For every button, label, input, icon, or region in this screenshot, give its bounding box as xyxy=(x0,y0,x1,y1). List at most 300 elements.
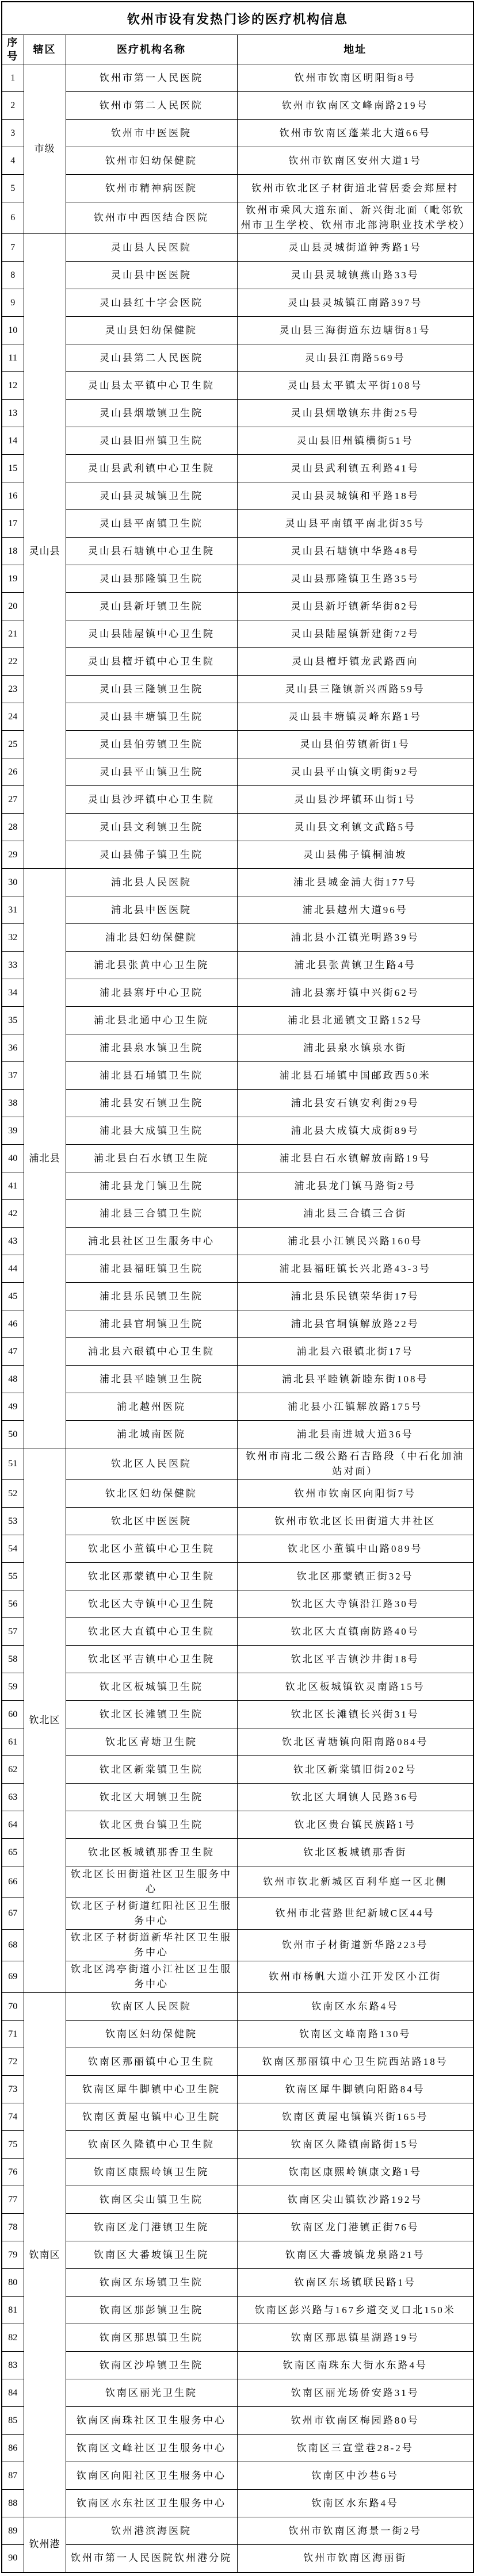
row-number: 89 xyxy=(2,2517,24,2545)
table-row xyxy=(2,455,474,482)
row-number: 25 xyxy=(2,731,24,758)
institution-name-cell: 浦北县人民医院 xyxy=(66,869,237,896)
table-row xyxy=(2,2517,474,2545)
address-cell: 钦南区黄屋屯镇镇兴街165号 xyxy=(237,2103,474,2131)
row-number: 14 xyxy=(2,427,24,455)
address-cell: 钦南区三宣堂巷28-2号 xyxy=(237,2435,474,2462)
row-number: 1 xyxy=(2,64,24,92)
row-number: 68 xyxy=(2,1930,24,1961)
table-head xyxy=(2,2,474,64)
row-number: 61 xyxy=(2,1728,24,1756)
district-cell: 浦北县 xyxy=(24,869,66,1448)
institution-name-cell: 灵山县檀圩镇中心卫生院 xyxy=(66,648,237,676)
institution-name-cell: 灵山县那隆镇卫生院 xyxy=(66,565,237,593)
address-cell: 灵山县丰塘镇灵峰东路1号 xyxy=(237,703,474,731)
institution-name-cell: 钦州市第一人民医院 xyxy=(66,64,237,92)
address-cell: 钦南区尖山镇钦沙路192号 xyxy=(237,2186,474,2214)
institution-name-cell: 钦南区沙埠镇卫生院 xyxy=(66,2352,237,2379)
row-number: 16 xyxy=(2,482,24,510)
table-row xyxy=(2,758,474,786)
institution-name-cell: 浦北越州医院 xyxy=(66,1393,237,1421)
row-number: 56 xyxy=(2,1590,24,1618)
row-number: 2 xyxy=(2,92,24,120)
table-row xyxy=(2,289,474,317)
address-cell: 浦北县南进城大道36号 xyxy=(237,1421,474,1448)
table-row xyxy=(2,372,474,400)
row-number: 15 xyxy=(2,455,24,482)
address-cell: 钦南区那思镇星湖路19号 xyxy=(237,2324,474,2352)
address-cell: 钦南区那丽镇中心卫生院西站路18号 xyxy=(237,2048,474,2076)
table-row xyxy=(2,1646,474,1673)
column-header-serial: 序号 xyxy=(2,35,24,64)
address-cell: 钦州市钦南区海丽街 xyxy=(237,2545,474,2573)
address-cell: 钦州市钦南区梅园路80号 xyxy=(237,2407,474,2435)
row-number: 59 xyxy=(2,1673,24,1701)
table-row xyxy=(2,1839,474,1866)
institution-name-cell: 灵山县第二人民医院 xyxy=(66,344,237,372)
table-row xyxy=(2,1756,474,1784)
row-number: 43 xyxy=(2,1228,24,1255)
institution-name-cell: 钦南区那思镇卫生院 xyxy=(66,2324,237,2352)
institution-name-cell: 浦北县安石镇卫生院 xyxy=(66,1090,237,1117)
address-cell: 浦北县城金浦大街177号 xyxy=(237,869,474,896)
institution-name-cell: 钦南区丽光卫生院 xyxy=(66,2379,237,2407)
row-number: 11 xyxy=(2,344,24,372)
table-row xyxy=(2,510,474,538)
institution-name-cell: 钦南区文峰社区卫生服务中心 xyxy=(66,2435,237,2462)
row-number: 3 xyxy=(2,120,24,147)
address-cell: 钦北区大垌镇人民路36号 xyxy=(237,1784,474,1811)
address-cell: 钦北区贵台镇民族路1号 xyxy=(237,1811,474,1839)
row-number: 84 xyxy=(2,2379,24,2407)
row-number: 33 xyxy=(2,952,24,979)
address-cell: 灵山县三隆镇新兴西路59号 xyxy=(237,676,474,703)
address-cell: 灵山县灵城镇江南路397号 xyxy=(237,289,474,317)
institution-name-cell: 钦北区人民医院 xyxy=(66,1448,237,1480)
institution-name-cell: 钦北区青塘卫生院 xyxy=(66,1728,237,1756)
address-cell: 浦北县小江镇解放路175号 xyxy=(237,1393,474,1421)
table-row xyxy=(2,1228,474,1255)
table-row xyxy=(2,924,474,952)
address-cell: 浦北县六硍镇北街17号 xyxy=(237,1338,474,1366)
row-number: 51 xyxy=(2,1448,24,1480)
institution-name-cell: 钦北区妇幼保健院 xyxy=(66,1480,237,1508)
institution-name-cell: 钦南区黄屋屯镇中心卫生院 xyxy=(66,2103,237,2131)
table-row xyxy=(2,676,474,703)
row-number: 20 xyxy=(2,593,24,620)
address-cell: 钦北区板城镇那香街 xyxy=(237,1839,474,1866)
row-number: 4 xyxy=(2,147,24,175)
institution-name-cell: 钦北区中医医院 xyxy=(66,1508,237,1535)
table-row xyxy=(2,1784,474,1811)
table-row xyxy=(2,2131,474,2159)
institution-name-cell: 浦北县中医医院 xyxy=(66,896,237,924)
institution-name-cell: 钦州港滨海医院 xyxy=(66,2517,237,2545)
row-number: 24 xyxy=(2,703,24,731)
institution-name-cell: 浦北县龙门镇卫生院 xyxy=(66,1172,237,1200)
table-row xyxy=(2,1535,474,1563)
row-number: 36 xyxy=(2,1034,24,1062)
address-cell: 钦南区大番坡镇龙泉路21号 xyxy=(237,2241,474,2269)
institution-name-cell: 钦南区大番坡镇卫生院 xyxy=(66,2241,237,2269)
address-cell: 灵山县石塘镇中华路48号 xyxy=(237,538,474,565)
table-row xyxy=(2,2490,474,2517)
address-cell: 钦南区中沙巷6号 xyxy=(237,2462,474,2490)
institution-name-cell: 灵山县陆屋镇中心卫生院 xyxy=(66,620,237,648)
column-header-district: 辖区 xyxy=(24,35,66,64)
address-cell: 钦南区丽光场侨安路31号 xyxy=(237,2379,474,2407)
address-cell: 钦州市钦南区安州大道1号 xyxy=(237,147,474,175)
table-row xyxy=(2,2324,474,2352)
address-cell: 灵山县灵城镇燕山路33号 xyxy=(237,262,474,289)
row-number: 22 xyxy=(2,648,24,676)
address-cell: 钦南区水东路4号 xyxy=(237,2490,474,2517)
table-row xyxy=(2,2407,474,2435)
row-number: 83 xyxy=(2,2352,24,2379)
table-row xyxy=(2,1421,474,1448)
institution-name-cell: 钦南区南珠社区卫生服务中心 xyxy=(66,2407,237,2435)
row-number: 45 xyxy=(2,1283,24,1310)
address-cell: 灵山县太平镇太平街108号 xyxy=(237,372,474,400)
column-header-address: 地址 xyxy=(237,35,474,64)
row-number: 71 xyxy=(2,2021,24,2048)
institution-name-cell: 灵山县太平镇中心卫生院 xyxy=(66,372,237,400)
header-row xyxy=(2,35,474,64)
row-number: 7 xyxy=(2,234,24,262)
address-cell: 灵山县那隆镇卫生路35号 xyxy=(237,565,474,593)
address-cell: 浦北县白石水镇解放南路19号 xyxy=(237,1145,474,1172)
table-row xyxy=(2,202,474,234)
table-row xyxy=(2,979,474,1007)
address-cell: 钦南区东场镇联民路1号 xyxy=(237,2269,474,2297)
table-row xyxy=(2,1393,474,1421)
table-row xyxy=(2,2021,474,2048)
address-cell: 浦北县三合镇三合街 xyxy=(237,1200,474,1228)
table-row xyxy=(2,1480,474,1508)
address-cell: 灵山县新圩镇新华街82号 xyxy=(237,593,474,620)
institution-name-cell: 钦北区子材街道新华社区卫生服务中心 xyxy=(66,1930,237,1961)
row-number: 57 xyxy=(2,1618,24,1646)
institution-name-cell: 灵山县人民医院 xyxy=(66,234,237,262)
table-row xyxy=(2,1673,474,1701)
table-row xyxy=(2,2159,474,2186)
row-number: 34 xyxy=(2,979,24,1007)
table-row xyxy=(2,2435,474,2462)
address-cell: 钦州市杨帆大道小江开发区小江街 xyxy=(237,1961,474,1993)
table-row xyxy=(2,869,474,896)
row-number: 5 xyxy=(2,175,24,202)
row-number: 30 xyxy=(2,869,24,896)
row-number: 46 xyxy=(2,1310,24,1338)
row-number: 82 xyxy=(2,2324,24,2352)
institution-name-cell: 浦北县福旺镇卫生院 xyxy=(66,1255,237,1283)
district-cell: 市级 xyxy=(24,64,66,234)
institution-name-cell: 浦北县寨圩中心卫院 xyxy=(66,979,237,1007)
address-cell: 灵山县陆屋镇新建街72号 xyxy=(237,620,474,648)
table-row xyxy=(2,565,474,593)
institution-name-cell: 浦北县大成镇卫生院 xyxy=(66,1117,237,1145)
table-row xyxy=(2,1508,474,1535)
table-row xyxy=(2,1961,474,1993)
address-cell: 钦州市钦北新城区百利华庭一区北侧 xyxy=(237,1866,474,1898)
table-row xyxy=(2,1448,474,1480)
table-row xyxy=(2,1728,474,1756)
institution-name-cell: 灵山县石塘镇中心卫生院 xyxy=(66,538,237,565)
address-cell: 钦州市北营路世纪新城C区44号 xyxy=(237,1898,474,1930)
table-row xyxy=(2,1590,474,1618)
institution-name-cell: 浦北县白石水镇卫生院 xyxy=(66,1145,237,1172)
row-number: 9 xyxy=(2,289,24,317)
address-cell: 灵山县檀圩镇龙武路西向 xyxy=(237,648,474,676)
institution-name-cell: 钦南区水东社区卫生服务中心 xyxy=(66,2490,237,2517)
institution-name-cell: 灵山县丰塘镇卫生院 xyxy=(66,703,237,731)
fever-clinic-table xyxy=(1,1,474,2573)
table-row xyxy=(2,1993,474,2021)
address-cell: 浦北县小江镇光明路39号 xyxy=(237,924,474,952)
address-cell: 灵山县三海街道东边塘街81号 xyxy=(237,317,474,344)
address-cell: 钦南区龙门港镇正街76号 xyxy=(237,2214,474,2241)
table-row xyxy=(2,2545,474,2573)
row-number: 58 xyxy=(2,1646,24,1673)
institution-name-cell: 浦北县泉水镇卫生院 xyxy=(66,1034,237,1062)
table-row xyxy=(2,1007,474,1034)
table-row xyxy=(2,1310,474,1338)
row-number: 48 xyxy=(2,1366,24,1393)
row-number: 39 xyxy=(2,1117,24,1145)
institution-name-cell: 钦南区尖山镇卫生院 xyxy=(66,2186,237,2214)
institution-name-cell: 灵山县平南镇卫生院 xyxy=(66,510,237,538)
table-row xyxy=(2,482,474,510)
row-number: 69 xyxy=(2,1961,24,1993)
row-number: 12 xyxy=(2,372,24,400)
table-row xyxy=(2,427,474,455)
address-cell: 钦北区平吉镇沙井街18号 xyxy=(237,1646,474,1673)
table-row xyxy=(2,538,474,565)
row-number: 60 xyxy=(2,1701,24,1728)
table-row xyxy=(2,1618,474,1646)
row-number: 78 xyxy=(2,2214,24,2241)
row-number: 6 xyxy=(2,202,24,234)
table-body xyxy=(2,64,474,2573)
row-number: 72 xyxy=(2,2048,24,2076)
table-row xyxy=(2,1062,474,1090)
address-cell: 钦北区小董镇中山路089号 xyxy=(237,1535,474,1563)
address-cell: 灵山县沙坪镇环山街1号 xyxy=(237,786,474,814)
institution-name-cell: 浦北县石埇镇卫生院 xyxy=(66,1062,237,1090)
row-number: 21 xyxy=(2,620,24,648)
institution-name-cell: 灵山县红十字会医院 xyxy=(66,289,237,317)
table-row xyxy=(2,2269,474,2297)
table-row xyxy=(2,1145,474,1172)
table-row xyxy=(2,175,474,202)
address-cell: 钦北区长滩镇长兴街31号 xyxy=(237,1701,474,1728)
institution-name-cell: 钦南区那丽镇中心卫生院 xyxy=(66,2048,237,2076)
institution-name-cell: 钦南区东场镇卫生院 xyxy=(66,2269,237,2297)
table-row xyxy=(2,703,474,731)
row-number: 76 xyxy=(2,2159,24,2186)
table-row xyxy=(2,1811,474,1839)
institution-name-cell: 钦北区新棠镇卫生院 xyxy=(66,1756,237,1784)
row-number: 49 xyxy=(2,1393,24,1421)
address-cell: 钦北区那蒙镇正街32号 xyxy=(237,1563,474,1590)
row-number: 90 xyxy=(2,2545,24,2573)
institution-name-cell: 浦北县六硍镇中心卫生院 xyxy=(66,1338,237,1366)
table-row xyxy=(2,2379,474,2407)
institution-name-cell: 灵山县武利镇中心卫生院 xyxy=(66,455,237,482)
institution-name-cell: 钦北区鸿亭街道小江社区卫生服务中心 xyxy=(66,1961,237,1993)
address-cell: 钦州市南北二级公路石吉路段（中石化加油站对面） xyxy=(237,1448,474,1480)
row-number: 35 xyxy=(2,1007,24,1034)
institution-name-cell: 钦北区小董镇中心卫生院 xyxy=(66,1535,237,1563)
row-number: 41 xyxy=(2,1172,24,1200)
row-number: 8 xyxy=(2,262,24,289)
table-row xyxy=(2,2297,474,2324)
address-cell: 浦北县泉水镇泉水街 xyxy=(237,1034,474,1062)
table-row xyxy=(2,2076,474,2103)
row-number: 32 xyxy=(2,924,24,952)
row-number: 44 xyxy=(2,1255,24,1283)
table-row xyxy=(2,2214,474,2241)
row-number: 29 xyxy=(2,841,24,869)
institution-name-cell: 钦南区向阳社区卫生服务中心 xyxy=(66,2462,237,2490)
address-cell: 浦北县龙门镇马路街2号 xyxy=(237,1172,474,1200)
table-row xyxy=(2,64,474,92)
row-number: 52 xyxy=(2,1480,24,1508)
table-row xyxy=(2,814,474,841)
address-cell: 浦北县福旺镇长兴北路43-3号 xyxy=(237,1255,474,1283)
table-row xyxy=(2,952,474,979)
institution-name-cell: 钦州市中西医结合医院 xyxy=(66,202,237,234)
row-number: 19 xyxy=(2,565,24,593)
institution-name-cell: 浦北县乐民镇卫生院 xyxy=(66,1283,237,1310)
row-number: 65 xyxy=(2,1839,24,1866)
table-row xyxy=(2,1090,474,1117)
table-row xyxy=(2,147,474,175)
row-number: 42 xyxy=(2,1200,24,1228)
table-row xyxy=(2,1930,474,1961)
row-number: 55 xyxy=(2,1563,24,1590)
row-number: 67 xyxy=(2,1898,24,1930)
address-cell: 浦北县小江镇民兴路160号 xyxy=(237,1228,474,1255)
address-cell: 浦北县安石镇安利街29号 xyxy=(237,1090,474,1117)
address-cell: 浦北县平睦镇新睦东街108号 xyxy=(237,1366,474,1393)
address-cell: 灵山县伯劳镇新街1号 xyxy=(237,731,474,758)
address-cell: 钦南区犀牛脚镇向阳路84号 xyxy=(237,2076,474,2103)
institution-name-cell: 浦北县官垌镇卫生院 xyxy=(66,1310,237,1338)
address-cell: 钦北区大寺镇沿江路30号 xyxy=(237,1590,474,1618)
table-row xyxy=(2,2048,474,2076)
column-header-institution: 医疗机构名称 xyxy=(66,35,237,64)
address-cell: 浦北县北通镇文卫路152号 xyxy=(237,1007,474,1034)
row-number: 87 xyxy=(2,2462,24,2490)
row-number: 63 xyxy=(2,1784,24,1811)
address-cell: 灵山县旧州镇横街51号 xyxy=(237,427,474,455)
table-row xyxy=(2,92,474,120)
row-number: 23 xyxy=(2,676,24,703)
address-cell: 灵山县灵城镇和平路18号 xyxy=(237,482,474,510)
row-number: 73 xyxy=(2,2076,24,2103)
row-number: 50 xyxy=(2,1421,24,1448)
table-row xyxy=(2,344,474,372)
institution-name-cell: 灵山县伯劳镇卫生院 xyxy=(66,731,237,758)
table-row xyxy=(2,1034,474,1062)
institution-name-cell: 灵山县佛子镇卫生院 xyxy=(66,841,237,869)
institution-name-cell: 浦北县张黄中心卫生院 xyxy=(66,952,237,979)
institution-name-cell: 灵山县中医医院 xyxy=(66,262,237,289)
institution-name-cell: 钦南区久隆镇中心卫生院 xyxy=(66,2131,237,2159)
row-number: 13 xyxy=(2,400,24,427)
table-row xyxy=(2,620,474,648)
table-row xyxy=(2,2241,474,2269)
institution-name-cell: 钦南区人民医院 xyxy=(66,1993,237,2021)
institution-name-cell: 钦南区那彭镇卫生院 xyxy=(66,2297,237,2324)
table-row xyxy=(2,1200,474,1228)
table-row xyxy=(2,841,474,869)
institution-name-cell: 灵山县平山镇卫生院 xyxy=(66,758,237,786)
address-cell: 钦北区大直镇南防路40号 xyxy=(237,1618,474,1646)
address-cell: 浦北县寨圩镇中兴街62号 xyxy=(237,979,474,1007)
institution-name-cell: 钦北区长田街道社区卫生服务中心 xyxy=(66,1866,237,1898)
institution-name-cell: 钦南区康熙岭镇卫生院 xyxy=(66,2159,237,2186)
address-cell: 钦南区南珠东大街水东路4号 xyxy=(237,2352,474,2379)
row-number: 66 xyxy=(2,1866,24,1898)
row-number: 81 xyxy=(2,2297,24,2324)
row-number: 27 xyxy=(2,786,24,814)
table-row xyxy=(2,1117,474,1145)
table-row xyxy=(2,120,474,147)
address-cell: 灵山县文利镇文武路5号 xyxy=(237,814,474,841)
district-cell: 钦北区 xyxy=(24,1448,66,1993)
row-number: 62 xyxy=(2,1756,24,1784)
address-cell: 灵山县烟墩镇东井街25号 xyxy=(237,400,474,427)
address-cell: 浦北县乐民镇荣华街17号 xyxy=(237,1283,474,1310)
row-number: 74 xyxy=(2,2103,24,2131)
address-cell: 钦北区板城镇钦灵南路15号 xyxy=(237,1673,474,1701)
table-row xyxy=(2,317,474,344)
table-row xyxy=(2,2103,474,2131)
table-row xyxy=(2,400,474,427)
address-cell: 钦南区康熙岭镇康文路1号 xyxy=(237,2159,474,2186)
table-row xyxy=(2,2462,474,2490)
row-number: 28 xyxy=(2,814,24,841)
table-row xyxy=(2,593,474,620)
institution-name-cell: 钦州市精神病医院 xyxy=(66,175,237,202)
institution-name-cell: 灵山县三隆镇卫生院 xyxy=(66,676,237,703)
address-cell: 灵山县灵城街道钟秀路1号 xyxy=(237,234,474,262)
address-cell: 钦州市钦南区文峰南路219号 xyxy=(237,92,474,120)
institution-name-cell: 钦北区板城镇卫生院 xyxy=(66,1673,237,1701)
institution-name-cell: 灵山县文利镇卫生院 xyxy=(66,814,237,841)
row-number: 64 xyxy=(2,1811,24,1839)
table-row xyxy=(2,1366,474,1393)
institution-name-cell: 灵山县烟墩镇卫生院 xyxy=(66,400,237,427)
institution-name-cell: 浦北县社区卫生服务中心 xyxy=(66,1228,237,1255)
row-number: 26 xyxy=(2,758,24,786)
table-row xyxy=(2,1898,474,1930)
institution-name-cell: 钦州市第二人民医院 xyxy=(66,92,237,120)
row-number: 17 xyxy=(2,510,24,538)
institution-name-cell: 钦北区大直镇中心卫生院 xyxy=(66,1618,237,1646)
title-row xyxy=(2,2,474,35)
row-number: 77 xyxy=(2,2186,24,2214)
table-row xyxy=(2,262,474,289)
address-cell: 浦北县石埇镇中国邮政西50米 xyxy=(237,1062,474,1090)
institution-name-cell: 灵山县妇幼保健院 xyxy=(66,317,237,344)
address-cell: 钦州市钦北区子材街道北营居委会郑屋村 xyxy=(237,175,474,202)
institution-name-cell: 灵山县沙坪镇中心卫生院 xyxy=(66,786,237,814)
table-row xyxy=(2,1255,474,1283)
table-row xyxy=(2,2352,474,2379)
